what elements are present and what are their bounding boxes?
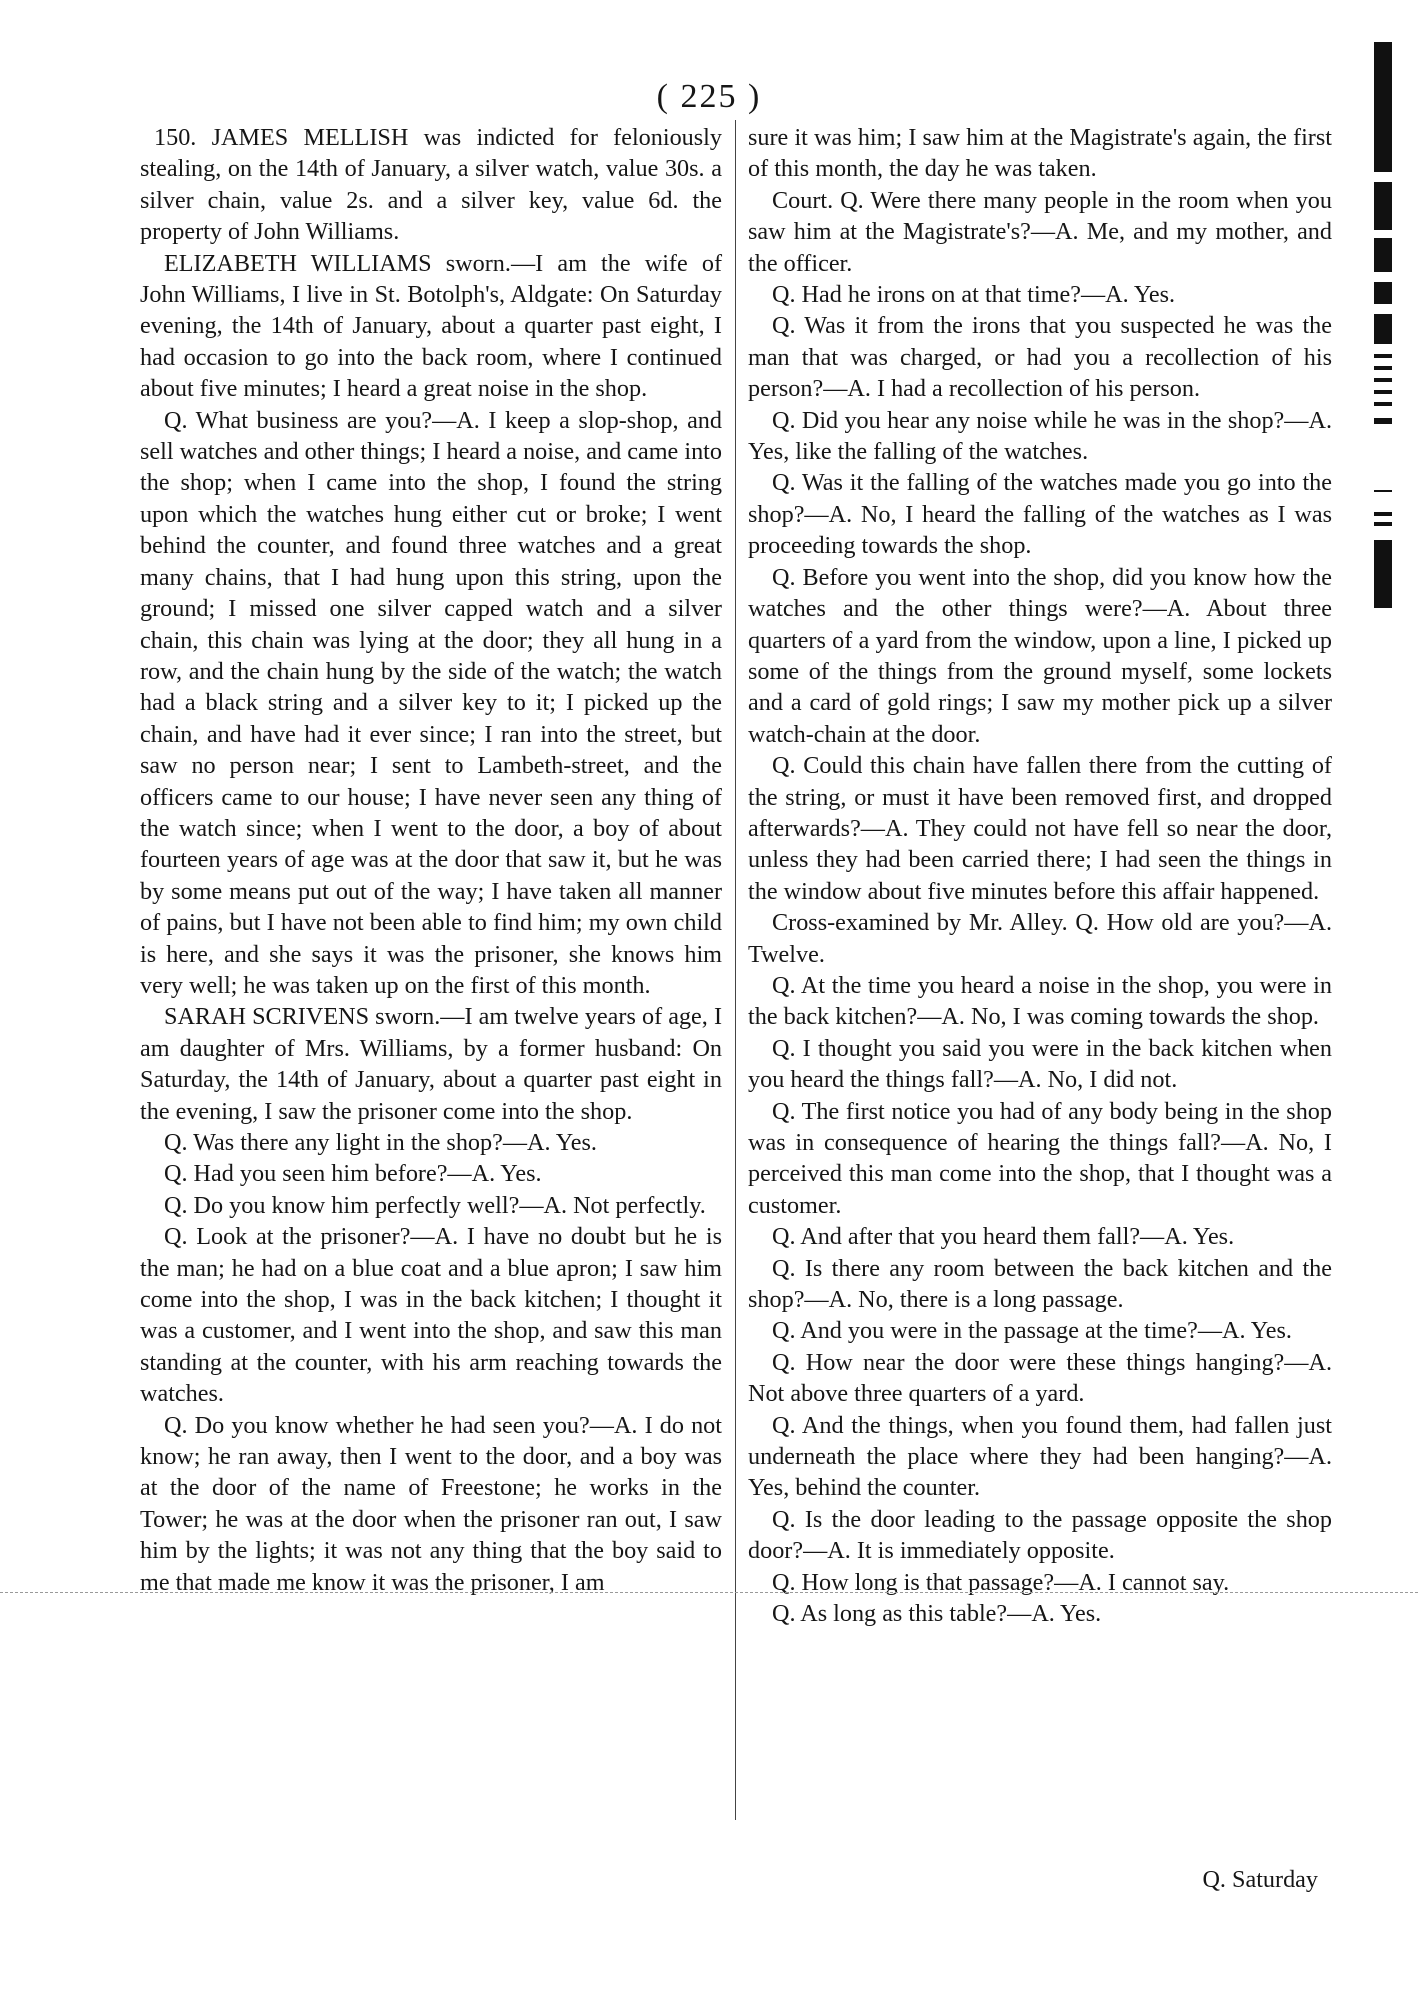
margin-mark	[1374, 282, 1392, 304]
paragraph: Q. What business are you?—A. I keep a slop-shop, and sell watches and other things; I heard a noise, and came into the shop; when I came into the shop, I found the string upon which the watches hung either cut or broke; I went behind the counter, and found three watches and a great many chains, that I had hung upon this string, upon the ground; I missed one silver capped watch and a silver chain, this chain was lying at the door; they all hung in a row, and the chain hung by the side of the watch; the watch had a black string and a silver key to it; I picked up the chain, and have had it ever since; I ran into the street, but saw no person near; I sent to Lambeth-street, and the officers came to our house; I have never seen any thing of the watch since; when I went to the door, a boy of about fourteen years of age was at the door that saw it, but he was by some means put out of the way; I have taken all manner of pains, but I have not been able to find him; my own child is here, and she says it was the prisoner, she knows him very well; he was taken up on the first of this month.	[140, 406, 722, 999]
paragraph: Q. Did you hear any noise while he was in the shop?—A. Yes, like the falling of the watches.	[748, 406, 1332, 466]
margin-mark	[1374, 42, 1392, 172]
paragraph: Q. Had he irons on at that time?—A. Yes.	[772, 281, 1176, 309]
margin-mark	[1374, 418, 1392, 424]
paragraph: Q. Do you know him perfectly well?—A. Not perfectly.	[164, 1191, 706, 1219]
paragraph: Q. Look at the prisoner?—A. I have no doubt but he is the man; he had on a blue coat and a blue apron; I saw him come into the shop, I was in the back kitchen; I thought it was a customer, and I went into the shop, and saw this man standing at the counter, with his arm reaching towards the watches.	[140, 1223, 722, 1408]
witness-testimony: SARAH SCRIVENS sworn.—I am twelve years of age, I am daughter of Mrs. Williams, by a former husband: On Saturday, the 14th of January, about a quarter past eight in the evening, I saw the prisoner come into the shop.	[140, 1003, 722, 1125]
paragraph: Q. Do you know whether he had seen you?—A. I do not know; he ran away, then I went to the door, and a boy was at the door of the name of Freestone; he works in the Tower; he was at the door when the prisoner ran out, I saw him by the lights; it was not any thing that the boy said to me that made me know it was the prisoner, I am	[140, 1411, 722, 1596]
paragraph: Q. Had you seen him before?—A. Yes.	[164, 1160, 542, 1188]
paragraph: Q. Was it from the irons that you suspected he was the man that was charged, or had you a recollection of his person?—A. I had a recollection of his person.	[748, 312, 1332, 403]
margin-mark	[1374, 182, 1392, 230]
margin-mark	[1374, 366, 1392, 370]
paragraph: Q. Is the door leading to the passage opposite the shop door?—A. It is immediately opposite.	[748, 1505, 1332, 1565]
paragraph: Q. And you were in the passage at the time?—A. Yes.	[772, 1317, 1292, 1345]
witness-testimony: ELIZABETH WILLIAMS sworn.—I am the wife of John Williams, I live in St. Botolph's, Aldgate: On Saturday evening, the 14th of January, about a quarter past eight, I had occasion to go into the back room, where I continued about five minutes; I heard a great noise in the shop.	[140, 249, 722, 403]
column-rule	[735, 120, 736, 1820]
paragraph: Q. Could this chain have fallen there from the cutting of the string, or must it have been removed first, and dropped afterwards?—A. They could not have fell so near the door, unless they had been carried there; I had seen the things in the window about five minutes before this affair happened.	[748, 752, 1332, 905]
paragraph: Q. Was there any light in the shop?—A. Yes.	[164, 1129, 597, 1156]
margin-mark	[1374, 314, 1392, 344]
paragraph: Q. Before you went into the shop, did you know how the watches and the other things were?—A. About three quarters of a yard from the window, upon a line, I picked up some of the things from the ground myself, some lockets and a card of gold rings; I saw my mother pick up a silver watch-chain at the door.	[748, 563, 1332, 748]
paragraph: Q. At the time you heard a noise in the shop, you were in the back kitchen?—A. No, I was coming towards the shop.	[748, 971, 1332, 1031]
paragraph: Cross-examined by Mr. Alley. Q. How old are you?—A. Twelve.	[748, 909, 1332, 968]
fold-line	[0, 1592, 1418, 1593]
paragraph: Q. How near the door were these things hanging?—A. Not above three quarters of a yard.	[748, 1348, 1332, 1408]
margin-mark	[1374, 522, 1392, 526]
paragraph: sure it was him; I saw him at the Magistrate's again, the first of this month, the day he was taken.	[748, 124, 1332, 183]
catchword: Q. Saturday	[1202, 1866, 1318, 1893]
paragraph: Q. Is there any room between the back kitchen and the shop?—A. No, there is a long passage.	[748, 1254, 1332, 1314]
margin-mark	[1374, 512, 1392, 516]
paragraph: Q. And the things, when you found them, had fallen just underneath the place where they had been hanging?—A. Yes, behind the counter.	[748, 1411, 1332, 1502]
paragraph: Q. Was it the falling of the watches made you go into the shop?—A. No, I heard the falling of the watches as I was proceeding towards the shop.	[748, 469, 1332, 560]
paragraph: Q. How long is that passage?—A. I cannot say.	[772, 1568, 1230, 1596]
paragraph: Q. As long as this table?—A. Yes.	[772, 1600, 1102, 1628]
margin-mark	[1374, 378, 1392, 382]
margin-mark	[1374, 354, 1392, 358]
margin-mark	[1374, 238, 1392, 272]
case-heading: 150. JAMES MELLISH was indicted for feloniously stealing, on the 14th of January, a silver watch, value 30s. a silver chain, value 2s. and a silver key, value 6d. the property of John Williams.	[140, 124, 722, 246]
paragraph: Q. I thought you said you were in the back kitchen when you heard the things fall?—A. No, I did not.	[748, 1034, 1332, 1094]
paragraph: Q. And after that you heard them fall?—A. Yes.	[772, 1223, 1235, 1251]
paragraph: Court. Q. Were there many people in the room when you saw him at the Magistrate's?—A. Me, and my mother, and the officer.	[748, 186, 1332, 277]
margin-mark	[1374, 402, 1392, 406]
margin-mark	[1374, 540, 1392, 608]
right-column	[748, 122, 1332, 1630]
margin-mark	[1374, 490, 1392, 492]
page-number: ( 225 )	[656, 78, 762, 115]
margin-mark	[1374, 390, 1392, 394]
left-column	[140, 122, 722, 1598]
paragraph: Q. The first notice you had of any body being in the shop was in consequence of hearing the things fall?—A. No, I perceived this man come into the shop, that I thought was a customer.	[748, 1097, 1332, 1219]
